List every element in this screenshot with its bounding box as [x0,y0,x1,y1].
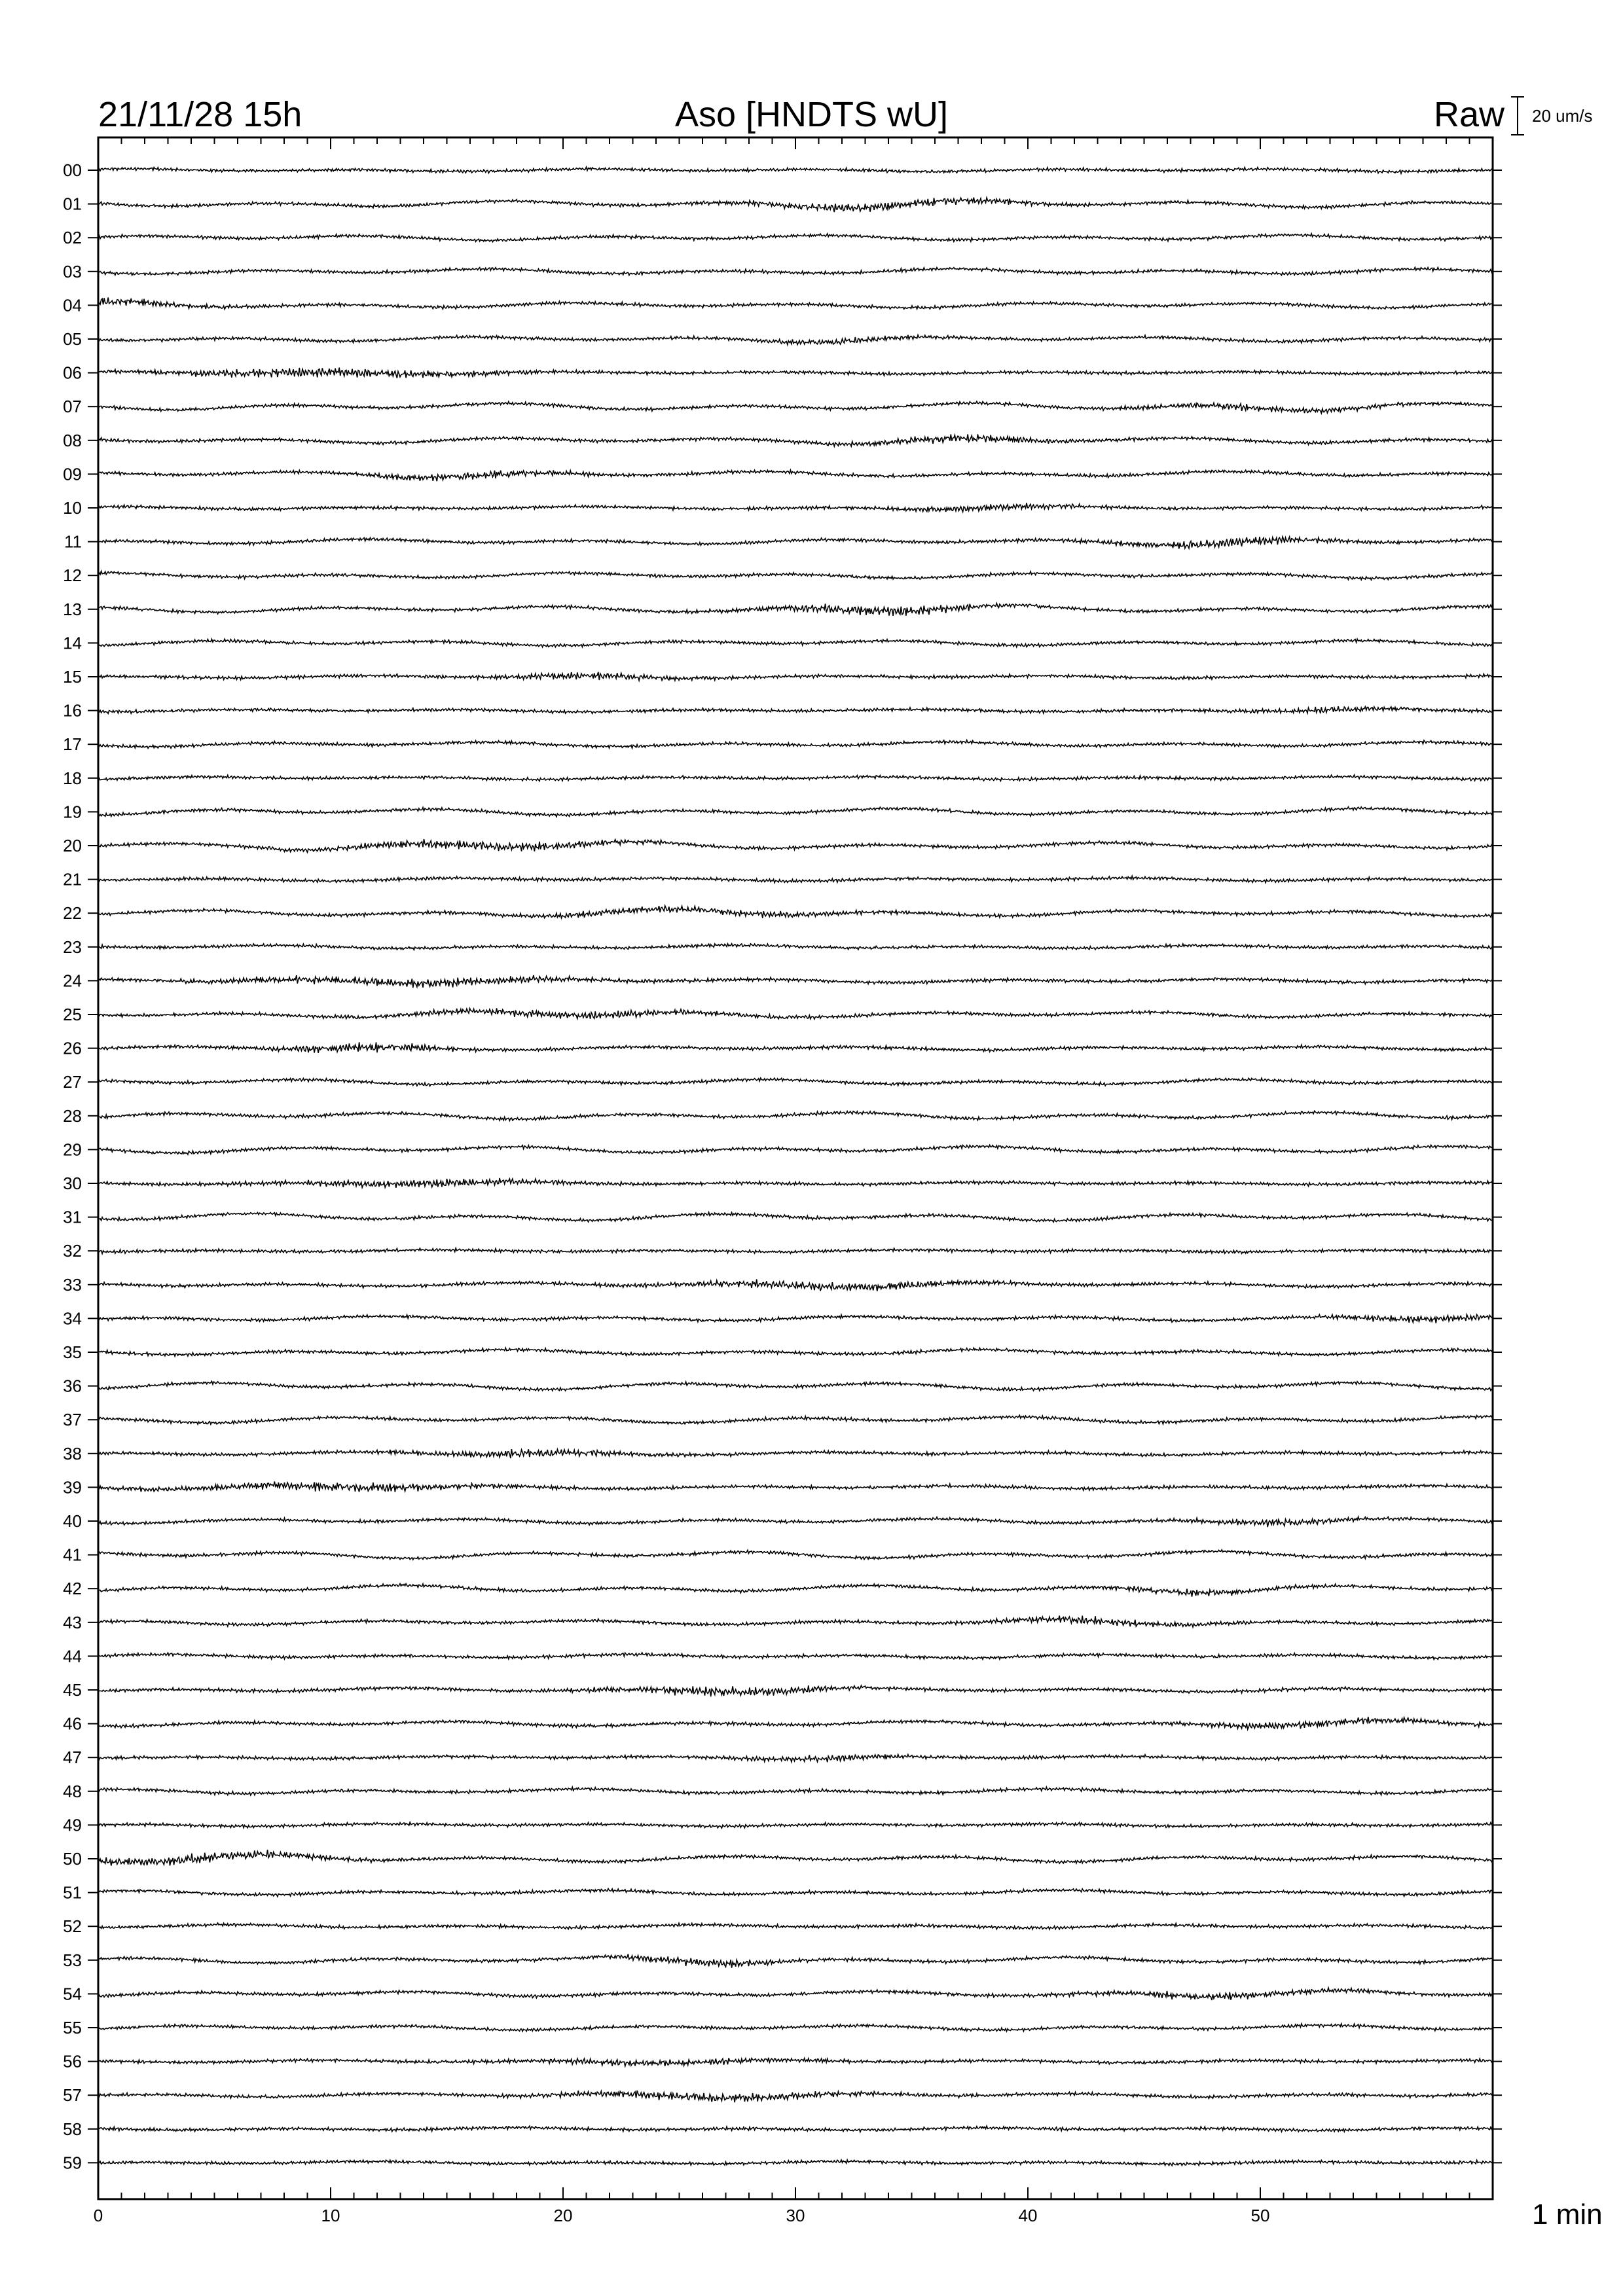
trace-row-34 [98,1314,1493,1323]
row-label-02: 02 [63,228,82,248]
row-label-15: 15 [63,667,82,687]
trace-row-40 [98,1516,1493,1527]
row-label-55: 55 [63,2018,82,2037]
trace-row-29 [98,1145,1493,1155]
trace-row-07 [98,401,1493,413]
bottom-tick-group [98,2187,1493,2199]
row-label-37: 37 [63,1410,82,1430]
trace-row-39 [98,1482,1493,1492]
trace-row-52 [98,1923,1493,1929]
trace-row-38 [98,1449,1493,1458]
row-label-20: 20 [63,836,82,855]
trace-row-30 [98,1178,1493,1188]
row-label-03: 03 [63,261,82,281]
row-label-19: 19 [63,802,82,822]
row-label-49: 49 [63,1815,82,1835]
date-hour-label: 21/11/28 15h [98,95,302,134]
row-label-40: 40 [63,1511,82,1531]
trace-row-45 [98,1685,1493,1696]
trace-row-33 [98,1280,1493,1291]
row-label-26: 26 [63,1038,82,1058]
row-label-29: 29 [63,1139,82,1160]
row-label-50: 50 [63,1849,82,1869]
trace-row-32 [98,1248,1493,1254]
trace-group [88,167,1502,2166]
trace-row-24 [98,975,1493,988]
station-title: Aso [HNDTS wU] [674,95,949,134]
row-label-00: 00 [63,160,82,180]
row-label-44: 44 [63,1646,82,1666]
trace-row-44 [98,1653,1493,1660]
trace-row-42 [98,1584,1493,1597]
trace-row-03 [98,267,1493,275]
trace-row-47 [98,1755,1493,1763]
row-label-53: 53 [63,1950,82,1970]
row-label-58: 58 [63,2119,82,2139]
top-tick-group [98,137,1493,149]
trace-row-26 [98,1042,1493,1052]
x-tick-label-group [94,2206,1270,2225]
row-label-18: 18 [63,768,82,788]
trace-row-00 [98,167,1493,173]
row-label-43: 43 [63,1612,82,1632]
trace-row-17 [98,740,1493,749]
trace-row-36 [98,1381,1493,1391]
trace-row-48 [98,1787,1493,1795]
trace-row-15 [98,672,1493,681]
x-tick-label-0: 0 [93,2206,103,2225]
row-label-21: 21 [63,869,82,889]
row-label-09: 09 [63,464,82,484]
row-label-59: 59 [63,2153,82,2173]
row-label-42: 42 [63,1579,82,1599]
row-label-56: 56 [63,2051,82,2072]
row-label-51: 51 [63,1882,82,1903]
trace-row-14 [98,639,1493,647]
x-tick-label-40: 40 [1018,2206,1038,2225]
row-label-08: 08 [63,430,82,450]
row-label-28: 28 [63,1105,82,1126]
trace-row-55 [98,2024,1493,2032]
row-label-23: 23 [63,937,82,957]
x-tick-label-10: 10 [321,2206,340,2225]
row-label-24: 24 [63,971,82,991]
row-label-39: 39 [63,1477,82,1498]
row-label-25: 25 [63,1005,82,1024]
row-label-04: 04 [63,295,82,315]
trace-row-18 [98,775,1493,781]
row-label-41: 41 [63,1545,82,1565]
x-unit-label: 1 min [1532,2198,1603,2231]
row-label-47: 47 [63,1748,82,1768]
row-label-33: 33 [63,1274,82,1295]
row-label-31: 31 [63,1207,82,1227]
row-label-54: 54 [63,1984,82,2004]
row-label-52: 52 [63,1916,82,1937]
row-label-group [63,160,82,2172]
trace-row-06 [98,368,1493,378]
row-label-05: 05 [63,329,82,349]
row-label-34: 34 [63,1308,82,1329]
row-label-48: 48 [63,1781,82,1801]
trace-row-46 [98,1717,1493,1729]
x-tick-label-50: 50 [1250,2206,1270,2225]
row-label-45: 45 [63,1680,82,1700]
trace-row-35 [98,1348,1493,1356]
row-label-46: 46 [63,1713,82,1734]
scale-bar [1511,97,1524,135]
trace-row-37 [98,1415,1493,1424]
row-label-10: 10 [63,498,82,518]
row-label-35: 35 [63,1342,82,1362]
trace-row-01 [98,198,1493,212]
trace-row-04 [98,298,1493,310]
row-label-32: 32 [63,1241,82,1261]
row-label-30: 30 [63,1174,82,1193]
trace-row-21 [98,876,1493,882]
trace-row-57 [98,2090,1493,2102]
x-tick-label-30: 30 [786,2206,805,2225]
row-label-38: 38 [63,1443,82,1463]
row-label-07: 07 [63,397,82,417]
trace-row-59 [98,2160,1493,2166]
trace-row-49 [98,1822,1493,1828]
trace-row-56 [98,2058,1493,2066]
trace-row-08 [98,435,1493,447]
trace-row-22 [98,906,1493,918]
x-tick-label-20: 20 [553,2206,573,2225]
row-label-06: 06 [63,363,82,383]
trace-row-31 [98,1212,1493,1222]
row-label-27: 27 [63,1072,82,1092]
trace-row-11 [98,537,1493,549]
row-label-36: 36 [63,1376,82,1396]
row-label-17: 17 [63,734,82,755]
trace-row-09 [98,470,1493,481]
trace-row-19 [98,807,1493,817]
trace-row-28 [98,1111,1493,1121]
trace-row-20 [98,839,1493,852]
mode-label: Raw [1434,95,1505,134]
scale-label: 20 um/s [1532,106,1593,126]
trace-row-13 [98,603,1493,616]
trace-row-58 [98,2126,1493,2132]
row-label-12: 12 [63,565,82,586]
trace-row-54 [98,1988,1493,2000]
row-label-13: 13 [63,599,82,619]
trace-row-10 [98,503,1493,512]
trace-row-25 [98,1008,1493,1019]
row-label-16: 16 [63,700,82,721]
trace-row-51 [98,1889,1493,1897]
row-label-11: 11 [64,531,82,552]
trace-row-50 [98,1850,1493,1865]
row-label-57: 57 [63,2085,82,2106]
trace-row-02 [98,234,1493,242]
trace-row-05 [98,335,1493,345]
row-label-01: 01 [63,194,82,214]
trace-row-41 [98,1550,1493,1560]
trace-row-12 [98,571,1493,581]
row-label-22: 22 [63,903,82,924]
trace-row-16 [98,706,1493,713]
trace-row-53 [98,1954,1493,1968]
trace-row-43 [98,1616,1493,1628]
row-label-14: 14 [63,633,82,653]
trace-row-27 [98,1078,1493,1086]
trace-row-23 [98,944,1493,950]
